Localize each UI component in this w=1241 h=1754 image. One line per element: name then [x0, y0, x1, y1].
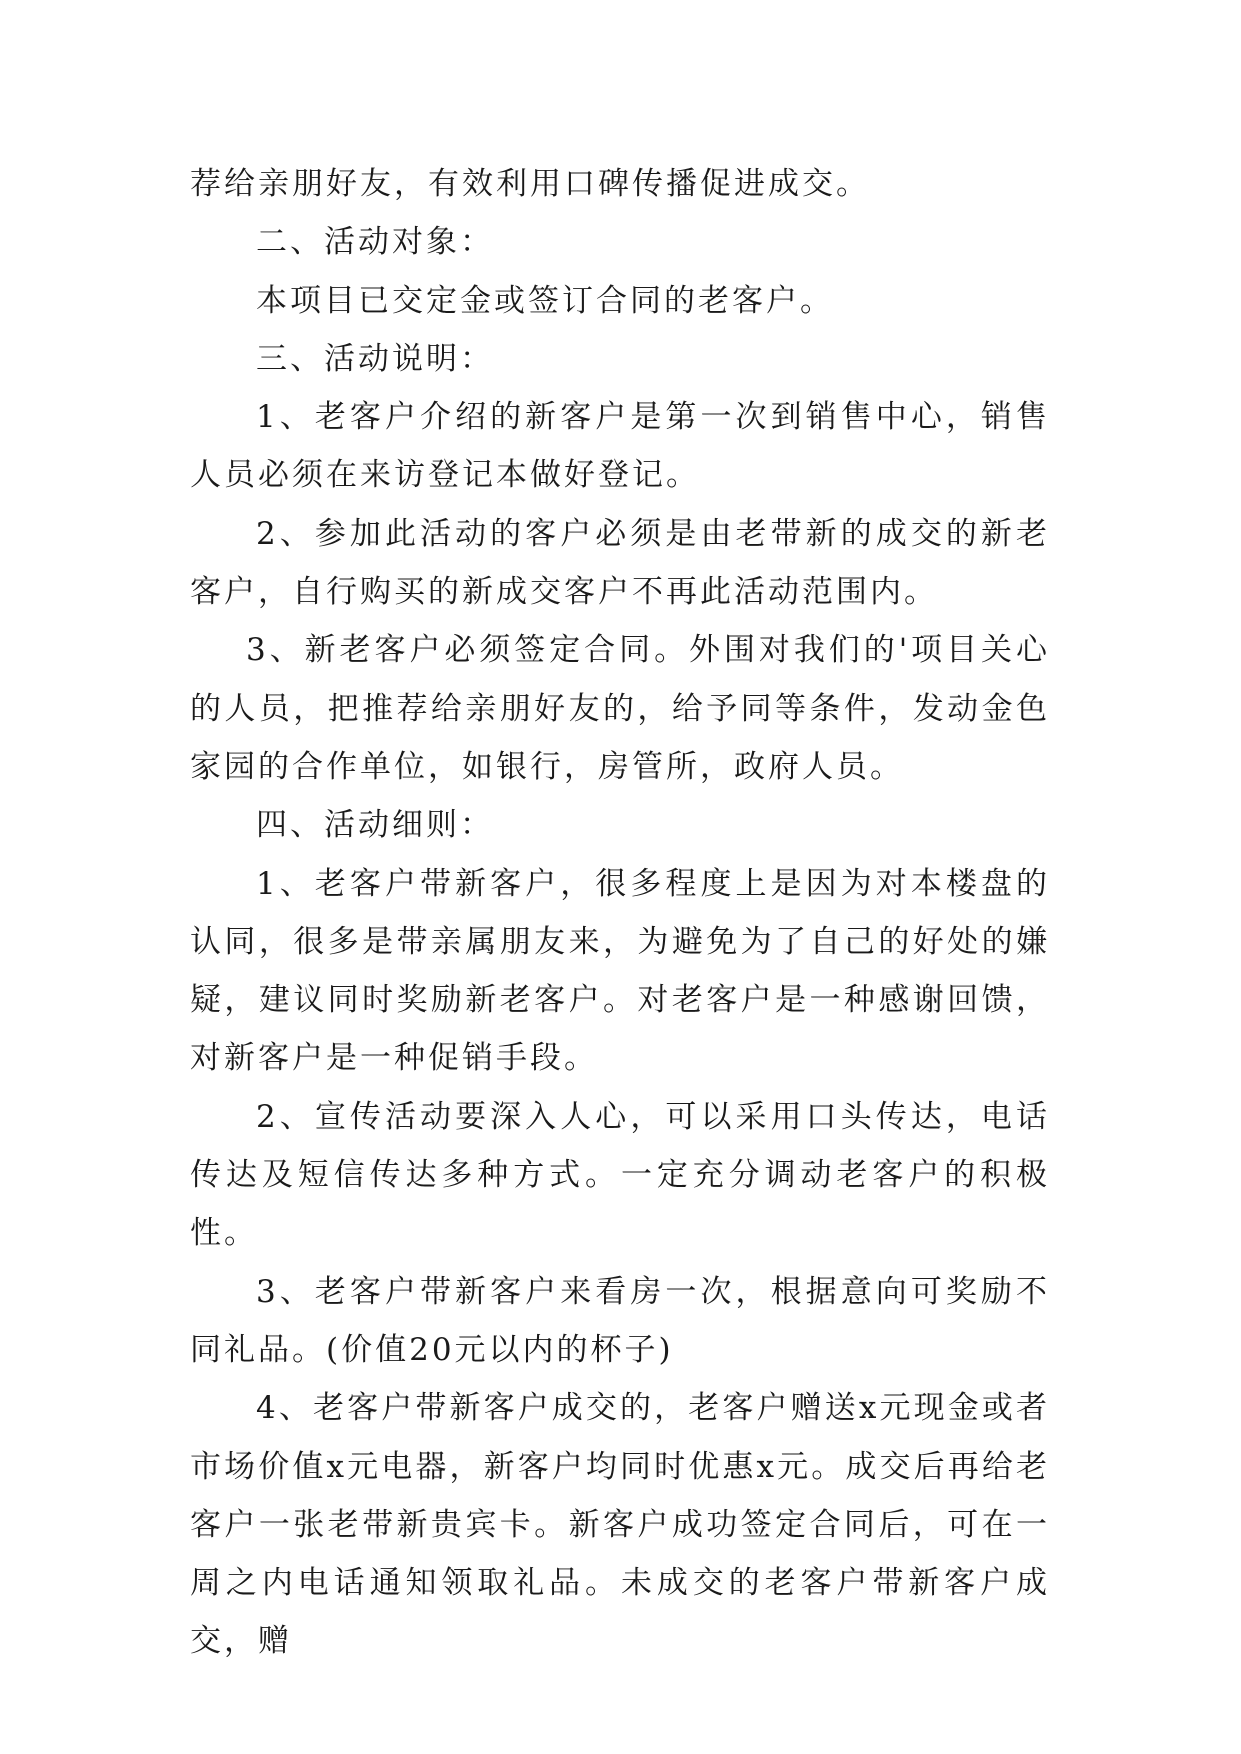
list-item: 4、老客户带新客户成交的，老客户赠送x元现金或者市场价值x元电器，新客户均同时优惠x元。成交后再给老客户一张老带新贵宾卡。新客户成功签定合同后，可在一周之内电话通知领取礼品。未成交的老客户带新客户成交，赠: [190, 1390, 1050, 1660]
list-item: 2、宣传活动要深入人心，可以采用口头传达，电话传达及短信传达多种方式。一定充分调动老客户的积极性。: [190, 1098, 1050, 1252]
section-heading-targets: 二、活动对象：: [256, 224, 494, 261]
section-heading-description: 三、活动说明：: [256, 340, 494, 377]
paragraph: 荐给亲朋好友，有效利用口碑传播促进成交。: [190, 166, 870, 202]
list-item: 3、老客户带新客户来看房一次，根据意向可奖励不同礼品。(价值20元以内的杯子): [190, 1273, 1050, 1368]
document-body: [190, 155, 1050, 1671]
section-heading-rules: 四、活动细则：: [256, 807, 494, 844]
paragraph: 本项目已交定金或签订合同的老客户。: [256, 282, 834, 319]
list-item: 1、老客户带新客户，很多程度上是因为对本楼盘的认同，很多是带亲属朋友来，为避免为了自己的好处的嫌疑，建议同时奖励新老客户。对老客户是一种感谢回馈，对新客户是一种促销手段。: [190, 865, 1050, 1077]
list-item: 3、新老客户必须签定合同。外围对我们的'项目关心的人员，把推荐给亲朋好友的，给予同等条件，发动金色家园的合作单位，如银行，房管所，政府人员。: [190, 632, 1050, 785]
list-item: 2、参加此活动的客户必须是由老带新的成交的新老客户，自行购买的新成交客户不再此活动范围内。: [190, 515, 1050, 611]
list-item: 1、老客户介绍的新客户是第一次到销售中心，销售人员必须在来访登记本做好登记。: [190, 399, 1050, 494]
